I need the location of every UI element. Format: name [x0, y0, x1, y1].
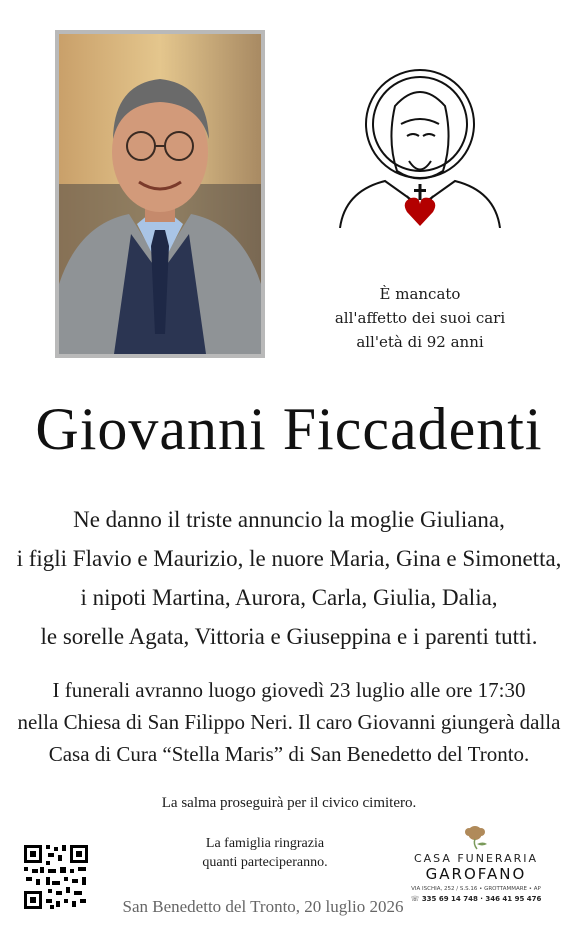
agency-name-line-2: GAROFANO	[425, 865, 527, 883]
intro-line-1: È mancato	[379, 285, 461, 303]
announcement-block	[0, 500, 578, 656]
announcement-line: i figli Flavio e Maurizio, le nuore Maria, Gina e Simonetta,	[16, 546, 562, 571]
funeral-line: Casa di Cura “Stella Maris” di San Benedetto del Tronto.	[48, 742, 530, 766]
thanks-line-2: quanti parteciperanno.	[202, 855, 328, 870]
portrait-photo	[55, 30, 265, 358]
place-date: San Benedetto del Tronto, 20 luglio 2026	[122, 897, 404, 916]
thanks-note	[180, 834, 350, 872]
portrait-image	[59, 34, 261, 354]
intro-line-2: all'affetto dei suoi cari	[334, 309, 506, 327]
agency-name-line-1: CASA FUNERARIA	[413, 852, 539, 865]
phone-whatsapp-icon: ☏	[410, 895, 422, 903]
announcement-line: le sorelle Agata, Vittoria e Giuseppina e i parenti tutti.	[40, 624, 538, 649]
agency-phone-numbers[interactable]: 335 69 14 748 · 346 41 95 476	[421, 895, 542, 903]
announcement-line: i nipoti Martina, Aurora, Carla, Giulia, Dalia,	[80, 585, 498, 610]
funeral-info	[0, 674, 578, 770]
funeral-line: I funerali avranno luogo giovedì 23 luglio alle ore 17:30	[52, 678, 526, 702]
intro-line-3: all'età di 92 anni	[356, 333, 484, 351]
sacred-heart-jesus-icon	[335, 66, 505, 228]
thanks-line-1: La famiglia ringrazia	[205, 836, 325, 851]
qr-code-icon[interactable]	[22, 843, 90, 911]
rose-logo-icon	[455, 824, 497, 850]
announcement-line: Ne danno il triste annuncio la moglie Giuliana,	[73, 507, 505, 532]
intro-text	[320, 282, 520, 354]
funeral-agency-logo	[396, 824, 556, 904]
deceased-name: Giovanni Ficcadenti	[35, 396, 543, 462]
burial-note: La salma proseguirà per il civico cimitero.	[161, 795, 417, 811]
agency-phones	[396, 894, 556, 904]
funeral-line: nella Chiesa di San Filippo Neri. Il caro Giovanni giungerà dalla	[17, 710, 561, 734]
agency-address: VIA ISCHIA, 252 / S.S.16 • GROTTAMMARE • AP	[411, 886, 541, 892]
